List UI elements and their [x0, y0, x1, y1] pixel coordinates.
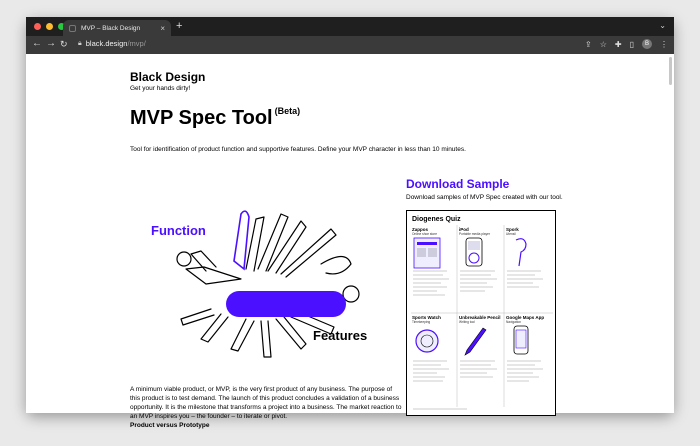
page-description: Tool for identification of product function and supportive features. Define your MVP character in less than 10 minutes. — [130, 146, 466, 153]
back-arrow-icon[interactable]: ← — [32, 38, 42, 49]
sample-cell-sub: Writing tool — [459, 320, 475, 324]
mvp-intro-paragraph: A minimum viable product, or MVP, is the very first product of any business. The purpose of this product is to test demand. The launch of this product concludes a validation of a business opportunity. It is the milestone that transforms a project into a business. The market reaction to an MVP inspires you – the founder – to iterate or pivot. — [130, 386, 402, 420]
beta-badge: (Beta) — [274, 106, 301, 116]
download-sample-link[interactable]: Download Sample — [406, 177, 510, 191]
sample-thumb — [459, 236, 489, 270]
scrollbar-thumb[interactable] — [669, 57, 672, 85]
knife-keyring — [343, 286, 359, 302]
tab-bar — [26, 17, 674, 36]
sample-cell-name: Sports Watch — [412, 315, 441, 320]
sample-thumb — [412, 236, 442, 270]
sidebar-icon[interactable]: ▯ — [629, 39, 634, 49]
site-tagline: Get your hands dirty! — [130, 85, 191, 92]
sample-thumb — [459, 324, 489, 358]
extensions-puzzle-icon[interactable]: ✚ — [614, 39, 622, 49]
knife-blade-lower-2 — [261, 321, 271, 357]
sample-cell — [459, 315, 505, 363]
tab-search-icon[interactable]: ⌄ — [659, 21, 666, 30]
sample-cell-name: Google Maps App — [506, 315, 545, 320]
page-title — [130, 107, 300, 130]
page-title-text: MVP Spec Tool — [130, 107, 273, 129]
toolbar-actions — [585, 39, 668, 49]
browser-tab[interactable] — [63, 20, 171, 36]
minimize-window-button[interactable] — [46, 23, 53, 30]
url-host: black.design — [85, 39, 128, 48]
profile-avatar[interactable]: B — [642, 39, 652, 49]
product-vs-prototype-heading: Product versus Prototype — [130, 422, 210, 429]
menu-kebab-icon[interactable]: ⋮ — [660, 39, 668, 49]
lock-icon: 🔒︎ — [78, 39, 82, 47]
knife-awl — [181, 309, 214, 325]
tab-title: MVP – Black Design — [81, 24, 141, 32]
features-label: Features — [313, 328, 368, 343]
function-label: Function — [151, 223, 206, 238]
close-window-button[interactable] — [34, 23, 41, 30]
sample-cell — [459, 227, 505, 275]
sample-cell — [506, 315, 552, 363]
sample-document-preview[interactable] — [406, 210, 556, 416]
sample-cell-sub: Online shoe store — [412, 232, 437, 236]
browser-toolbar — [26, 36, 674, 54]
bookmark-star-icon[interactable]: ☆ — [599, 39, 607, 49]
knife-function-blade — [234, 211, 249, 269]
knife-blade-left — [186, 267, 241, 284]
reload-icon[interactable]: ↻ — [60, 39, 68, 49]
sample-doc-title: Diogenes Quiz — [412, 216, 461, 223]
sample-cell-name: iPod — [459, 227, 469, 232]
address-bar[interactable] — [78, 39, 146, 48]
new-tab-button[interactable]: + — [176, 20, 183, 32]
sample-cell — [506, 227, 552, 275]
tab-close-icon[interactable]: × — [160, 23, 165, 33]
sample-cell-sub: Utensil — [506, 232, 516, 236]
knife-body — [226, 291, 346, 317]
sample-cell-name: Zappos — [412, 227, 429, 232]
web-page — [26, 54, 674, 429]
favicon-icon — [69, 25, 76, 32]
download-description: Download samples of MVP Spec created with our tool. — [406, 194, 563, 201]
sample-cell — [412, 315, 458, 363]
sample-cell-name: Spork — [506, 227, 519, 232]
site-brand[interactable]: Black Design — [130, 70, 206, 84]
knife-blade-lower-1 — [231, 319, 254, 351]
sample-cell-sub: Navigation — [506, 320, 522, 324]
forward-arrow-icon[interactable]: → — [46, 38, 56, 49]
window-controls — [34, 23, 65, 30]
url-path: /mvp/ — [127, 39, 146, 48]
sample-thumb — [506, 236, 536, 270]
sample-thumb — [412, 324, 442, 358]
browser-window — [26, 17, 674, 429]
share-icon[interactable]: ⇪ — [585, 39, 592, 49]
sample-thumb — [506, 324, 536, 358]
sample-cell-name: Unbreakable Pencil — [459, 315, 501, 320]
knife-corkscrew — [321, 257, 351, 274]
knife-ring-tool — [177, 252, 191, 266]
sample-cell-sub: Portable media player — [459, 232, 491, 236]
sample-cell — [412, 227, 458, 275]
sample-cell-sub: Timekeeping — [412, 320, 431, 324]
